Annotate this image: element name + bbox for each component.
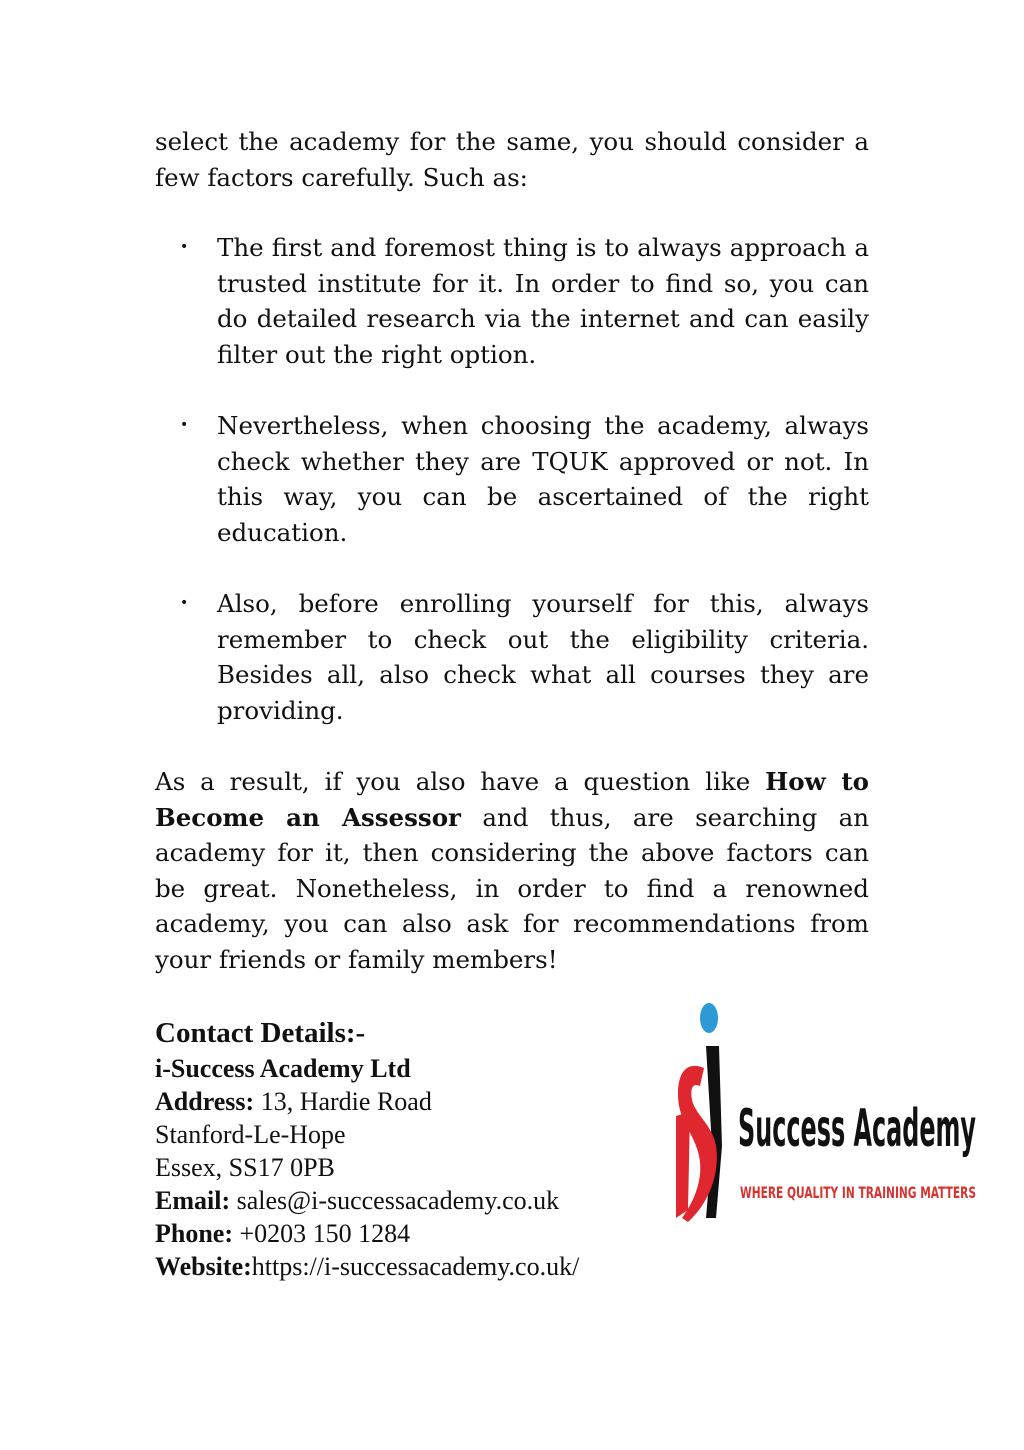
logo-wordmark: Success Academy <box>738 1099 976 1159</box>
conclusion-text-end: and thus, are searching an academy for it, then considering the above factors can be great. Nonetheless, in order to find a renowned academy, you can also ask for recommendations from your friends or family members! <box>155 802 869 974</box>
logo-blue-dot <box>700 1003 718 1033</box>
address-line-2: Stanford-Le-Hope <box>155 1120 346 1149</box>
address-value: 13, Hardie Road <box>254 1087 432 1116</box>
i-success-academy-logo <box>676 996 986 1226</box>
address-label: Address: <box>155 1087 255 1116</box>
conclusion-text-start: As a result, if you also have a question like <box>155 767 766 796</box>
email-line <box>155 1184 675 1217</box>
bullet-icon: • <box>180 239 189 255</box>
contact-heading: Contact Details:- <box>155 1017 366 1049</box>
list-item-text: Also, before enrolling yourself for this, always remember to check out the eligibility criteria. Besides all, also check what all courses they are providing. <box>217 589 869 725</box>
logo-tagline: WHERE QUALITY IN TRAINING MATTERS <box>740 1183 976 1202</box>
list-item-text: Nevertheless, when choosing the academy, always check whether they are TQUK approved or not. In this way, you can be ascertained of the right education. <box>217 411 869 547</box>
list-item <box>180 408 869 550</box>
email-value[interactable]: sales@i-successacademy.co.uk <box>230 1186 560 1215</box>
company-name: i-Success Academy Ltd <box>155 1054 411 1083</box>
phone-line <box>155 1217 675 1250</box>
list-item-text: The first and foremost thing is to always approach a trusted institute for it. In order to find so, you can do detailed research via the internet and can easily filter out the right option. <box>217 233 869 369</box>
website-label: Website: <box>155 1252 252 1281</box>
logo-red-bar <box>676 1112 690 1218</box>
website-link[interactable]: https://i-successacademy.co.uk/ <box>251 1252 580 1281</box>
factor-list <box>180 230 869 764</box>
address-line-3: Essex, SS17 0PB <box>155 1153 335 1182</box>
address-line-1 <box>155 1085 675 1118</box>
intro-paragraph: select the academy for the same, you should consider a few factors carefully. Such as: <box>155 127 869 192</box>
phone-value: +0203 150 1284 <box>233 1219 411 1248</box>
website-line <box>155 1250 675 1283</box>
email-label: Email: <box>155 1186 231 1215</box>
phone-label: Phone: <box>155 1219 233 1248</box>
conclusion-paragraph <box>155 764 869 977</box>
bullet-icon: • <box>180 417 189 433</box>
conclusion-bold-phrase: How to Become an Assessor <box>155 767 869 832</box>
logo-graphic <box>676 996 986 1226</box>
list-item <box>180 230 869 372</box>
contact-details <box>155 1014 675 1283</box>
list-item <box>180 586 869 728</box>
bullet-icon: • <box>180 595 189 611</box>
